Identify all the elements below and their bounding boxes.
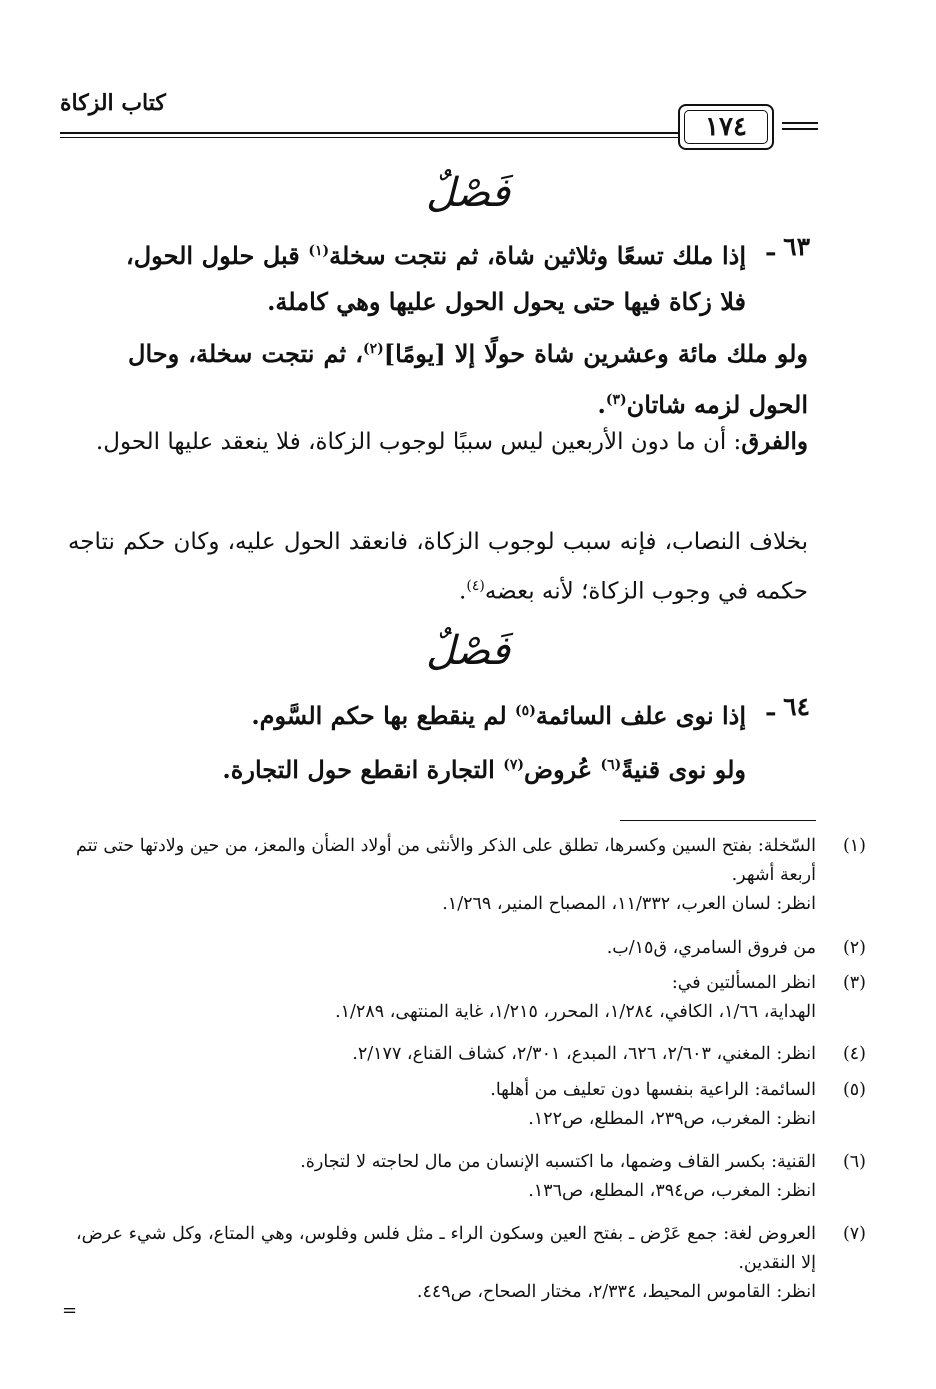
section-heading: فَصْلٌ [425,628,511,674]
footnote-text: العروض لغة: جمع عَرْض ـ بفتح العين وسكون الراء ـ مثل فلس وفلوس، وهي المتاع، وكل شيء عرض، إلا النقدين. [76,1224,816,1273]
footnote-text: القنية: بكسر القاف وضمها، ما اكتسبه الإنسان من مال لحاجته لا لتجارة. [300,1152,816,1172]
header-rule [60,132,760,134]
section-heading: فَصْلٌ [425,170,511,216]
footnote-number: (٢) [842,938,866,958]
footnote-ref: (٧) [503,757,524,773]
text-run: التجارة انقطع حول التجارة. [222,755,504,784]
item-63-para2 [128,326,808,428]
footnote-text: الهداية، ١/٦٦، الكافي، ١/٢٨٤، المحرر، ١/٢١٥، غاية المنتهى، ١/٢٨٩. [335,1002,816,1022]
farq-label: والفرق [741,428,808,455]
footnote-number: (٧) [842,1224,866,1244]
footnote-ref: (٤) [466,578,485,594]
footnote-separator [620,820,816,821]
footnote [76,1040,866,1069]
item-63-text [126,228,746,325]
text-run: إذا نوى علف السائمة [535,701,746,730]
header-rule-short [782,122,818,124]
footnote-ref: (٢) [362,341,384,357]
text-run: لم ينقطع بها حكم السَّوم. [251,701,516,730]
footnote-text: انظر: لسان العرب، ١١/٣٣٢، المصباح المنير، ١/٢٦٩. [442,894,816,914]
footnote [76,1076,866,1134]
nisab-paragraph [68,520,808,614]
item-64-line1 [126,688,746,739]
footnote-ref: (٣) [605,392,627,408]
item-number: ٦٤ ـ [767,692,810,721]
footnote-ref: (٥) [515,703,536,719]
header-rule-thin [60,137,760,138]
text-run: ، ثم نتجت سخلة، وحال الحول لزمه شاتان [128,339,808,419]
text-run: . [459,578,467,605]
footnote-ref: (٦) [600,757,622,773]
item-64-line2 [126,742,746,793]
text-run: ولو ملك مائة وعشرين شاة حولًا إلا [يومًا] [383,339,809,368]
header-rule-short-2 [782,128,818,130]
text-run: قبل حلول الحول، فلا زكاة فيها حتى يحول الحول عليها وهي كاملة. [126,241,746,316]
running-title: كتاب الزكاة [60,90,166,116]
text-run: . [597,390,606,419]
footnote-number: (١) [842,836,866,856]
footnote-number: (٥) [842,1080,866,1100]
item-number: ٦٣ ـ [767,232,810,261]
text-run: بخلاف النصاب، فإنه سبب لوجوب الزكاة، فانعقد الحول عليه، وكان حكم نتاجه حكمه في وجوب الزكاة؛ لأنه بعضه [68,529,808,605]
footnote-text: انظر المسألتين في: [671,973,816,993]
footnote [76,832,866,919]
footnote [76,1220,866,1307]
footnote-ref: (١) [308,243,330,259]
text-run: ولو نوى قنيةً [621,755,746,784]
continuation-mark: = [62,1300,78,1321]
footnote-number: (٦) [842,1152,866,1172]
footnote [76,1148,866,1206]
footnote-text: السائمة: الراعية بنفسها دون تعليف من أهلها. [490,1080,816,1100]
farq-paragraph [68,420,808,464]
text-run: عُروض [523,755,601,784]
footnote [76,934,866,963]
footnote-number: (٤) [842,1044,866,1064]
footnote-text: انظر: المغرب، ص٣٩٤، المطلع، ص١٣٦. [528,1181,816,1201]
footnote-text: من فروق السامري، ق١٥/ب. [606,938,816,958]
page-header [60,82,820,152]
footnote-text: السّخلة: بفتح السين وكسرها، تطلق على الذكر والأنثى من أولاد الضأن والمعز، من حين ولادتها حتى تتم أربعة أشهر. [76,836,816,885]
text-run: إذا ملك تسعًا وثلاثين شاة، ثم نتجت سخلة [329,241,746,270]
footnote-text: انظر: المغني، ٢/٦٠٣، ٦٢٦، المبدع، ٢/٣٠١، كشاف القناع، ٢/١٧٧. [352,1044,816,1064]
text-run: : أن ما دون الأربعين ليس سببًا لوجوب الزكاة، فلا ينعقد عليها الحول. [95,429,742,455]
footnote-text: انظر: القاموس المحيط، ٢/٣٣٤، مختار الصحاح، ص٤٤٩. [416,1282,816,1302]
page-number: ١٧٤ [678,104,774,150]
footnote [76,969,866,1027]
footnote-text: انظر: المغرب، ص٢٣٩، المطلع، ص١٢٢. [528,1109,816,1129]
footnote-number: (٣) [842,973,866,993]
